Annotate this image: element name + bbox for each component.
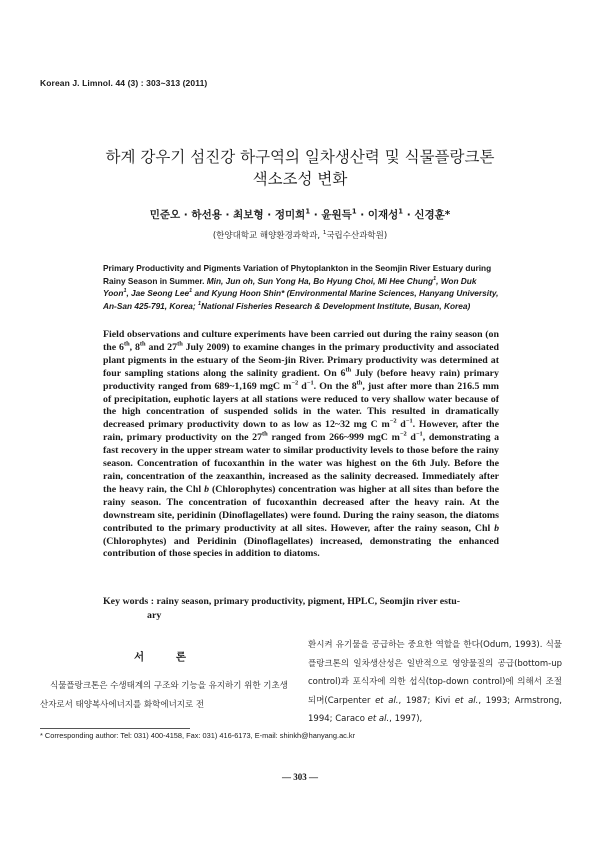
superscript: −2 [399, 430, 407, 438]
superscript: −1 [306, 379, 314, 387]
superscript: −1 [415, 430, 423, 438]
superscript: −1 [405, 418, 413, 426]
author-names: · 신경훈* [403, 209, 451, 221]
abstract-text: Field observations and culture experiments have been carried out during the rainy season (on the 6 [103, 329, 499, 353]
korean-title-line2: 색소조성 변화 [252, 170, 348, 188]
keywords-text-cont: ary [147, 610, 162, 621]
abstract-text: and 27 [145, 341, 178, 353]
journal-reference: Korean J. Limnol. 44 (3) : 303~313 (2011) [40, 78, 208, 88]
english-authors: and Kyung Hoon Shin* [192, 288, 285, 298]
abstract-text: d [406, 432, 416, 444]
korean-authors [60, 207, 540, 222]
superscript: −2 [389, 418, 397, 426]
korean-title-line1: 하계 강우기 섬진강 하구역의 일차생산력 및 식물플랑크톤 [105, 148, 495, 166]
left-column [40, 648, 294, 715]
english-title-block [103, 262, 499, 312]
keywords-text: rainy season, primary productivity, pigment, HPLC, Seomjin river estu- [156, 596, 461, 607]
author-names: · 윤원득 [310, 209, 352, 221]
english-authors: , Won Duk Yoon [103, 275, 477, 298]
affil-mark: 1 [433, 275, 437, 282]
superscript: th [139, 340, 146, 348]
abstract-text: July (before heavy rain) primary productivity ranged from 689~1,169 mgC m [103, 367, 499, 392]
abstract-text: ranged from 266~999 mgC m [267, 432, 400, 444]
affil-mark: 1 [351, 207, 357, 216]
page-number: — 303 — [282, 772, 318, 782]
abstract-text: (Chlorophytes) concentration was higher at all sites than before the rainy season. The concentration of fucoxanthin decreased after the heavy rain. At the downstream site, peridinin (Dinoflagellates) were found. During the rainy season, the diatoms contributed to the primary productivity at all sites. However, after the rainy season, Chl [103, 483, 500, 534]
author-names: · 이재성 [356, 209, 399, 221]
keywords [103, 595, 499, 623]
et-al: et al. [367, 714, 390, 725]
author-names: 민준오 · 하선용 · 최보형 · 정미희 [149, 209, 306, 221]
superscript: th [356, 379, 363, 387]
affil-mark: 1 [189, 288, 193, 295]
abstract-text: d [396, 419, 406, 431]
superscript: th [177, 340, 183, 348]
affiliation-text: (한양대학교 해양환경과학과, [212, 231, 323, 241]
english-authors: Min, Jun oh, Sun Yong Ha, Bo Hyung Choi, Mi Hee Chung [204, 275, 434, 286]
section-heading: 서 론 [134, 651, 200, 663]
affil-mark: 1 [398, 207, 404, 216]
affiliation-text: 국립수산과학원) [326, 231, 388, 241]
english-affiliation: National Fisheries Research & Development Institute, Busan, Korea) [201, 300, 471, 311]
abstract-text: , demonstrating a fast recovery in the upper stream water to similar productivity levels to those before the rainy season. Concentration of fucoxanthin in the water was highest on the 6th July. Before the rain, concentration of the zeaxanthin, increased as the salinity decreased. Immediately after the heavy rain, the Chl [103, 432, 500, 495]
abstract-text: d [298, 380, 307, 392]
affil-mark: 1 [305, 207, 311, 216]
footnote-rule [40, 728, 190, 729]
english-title: Primary Productivity and Pigments Variation of Phytoplankton in the Seomjin River Estuary during Rainy Season in Summer. [103, 263, 492, 286]
intro-text: , 1993; Armstrong, 1994; Caraco [308, 695, 562, 725]
superscript: −2 [291, 379, 299, 387]
italic-b: b [204, 483, 210, 495]
italic-b: b [494, 522, 499, 534]
abstract-text: , just after more than 216.5 mm of precipitation, euphotic layers at all stations were reduced to very shallow water because of the high concentration of suspended solids in the water. This resulted in dramatically decreased primary productivity down to as low as 12~32 mg C m [103, 380, 499, 431]
intro-text: , 1997), [389, 714, 423, 725]
abstract-text: . However, after the rain, primary productivity on the 27 [103, 419, 499, 444]
keywords-label: Key words : [103, 596, 157, 607]
et-al: et al. [454, 695, 479, 706]
corresponding-author-footnote: * Corresponding author: Tel: 031) 400-4158, Fax: 031) 416-6173, E-mail: shinkh@hanyang.ac.kr [40, 731, 356, 740]
affil-mark: 1 [322, 230, 327, 237]
abstract-text: (Chlorophytes) and Peridinin (Dinoflagellates) increased, demonstrating the enhanced contribution of those species in addition to diatoms. [103, 535, 499, 560]
abstract [103, 329, 499, 561]
right-column [308, 636, 562, 729]
affil-mark: 1 [198, 300, 201, 307]
abstract-text: . On the 8 [313, 380, 357, 392]
superscript: th [345, 366, 352, 374]
superscript: th [262, 430, 268, 438]
abstract-text: July 2009) to examine changes in the primary productivity and associated plant pigments in the estuary of the Seom-jin River. Primary productivity was determined at four sampling stations along the salinity gradient. On 6 [103, 341, 499, 379]
korean-title [60, 146, 540, 190]
intro-text: 환시켜 유기물을 공급하는 중요한 역할을 한다(Odum, 1993). 식물플랑크톤의 일차생산성은 일반적으로 영양물질의 공급(bottom-up control)과 포식자에 의한 섭식(top-down control)에 의해서 조절되며(Carpenter [308, 640, 562, 706]
superscript: th [123, 340, 130, 348]
english-authors: , Jae Seong Lee [126, 288, 190, 298]
korean-affiliation [60, 229, 540, 241]
abstract-text: , 8 [129, 341, 140, 353]
affil-mark: 1 [123, 288, 127, 295]
intro-paragraph: 식물플랑크톤은 수생태계의 구조와 기능을 유지하기 위한 기초생산자로서 태양복사에너지를 화학에너지로 전 [40, 681, 288, 710]
intro-text: , 1987; Kivi [398, 695, 455, 706]
english-affiliation: (Environmental Marine Sciences, Hanyang University, An-San 425-791, Korea; [103, 288, 499, 311]
et-al: et al. [375, 695, 399, 706]
